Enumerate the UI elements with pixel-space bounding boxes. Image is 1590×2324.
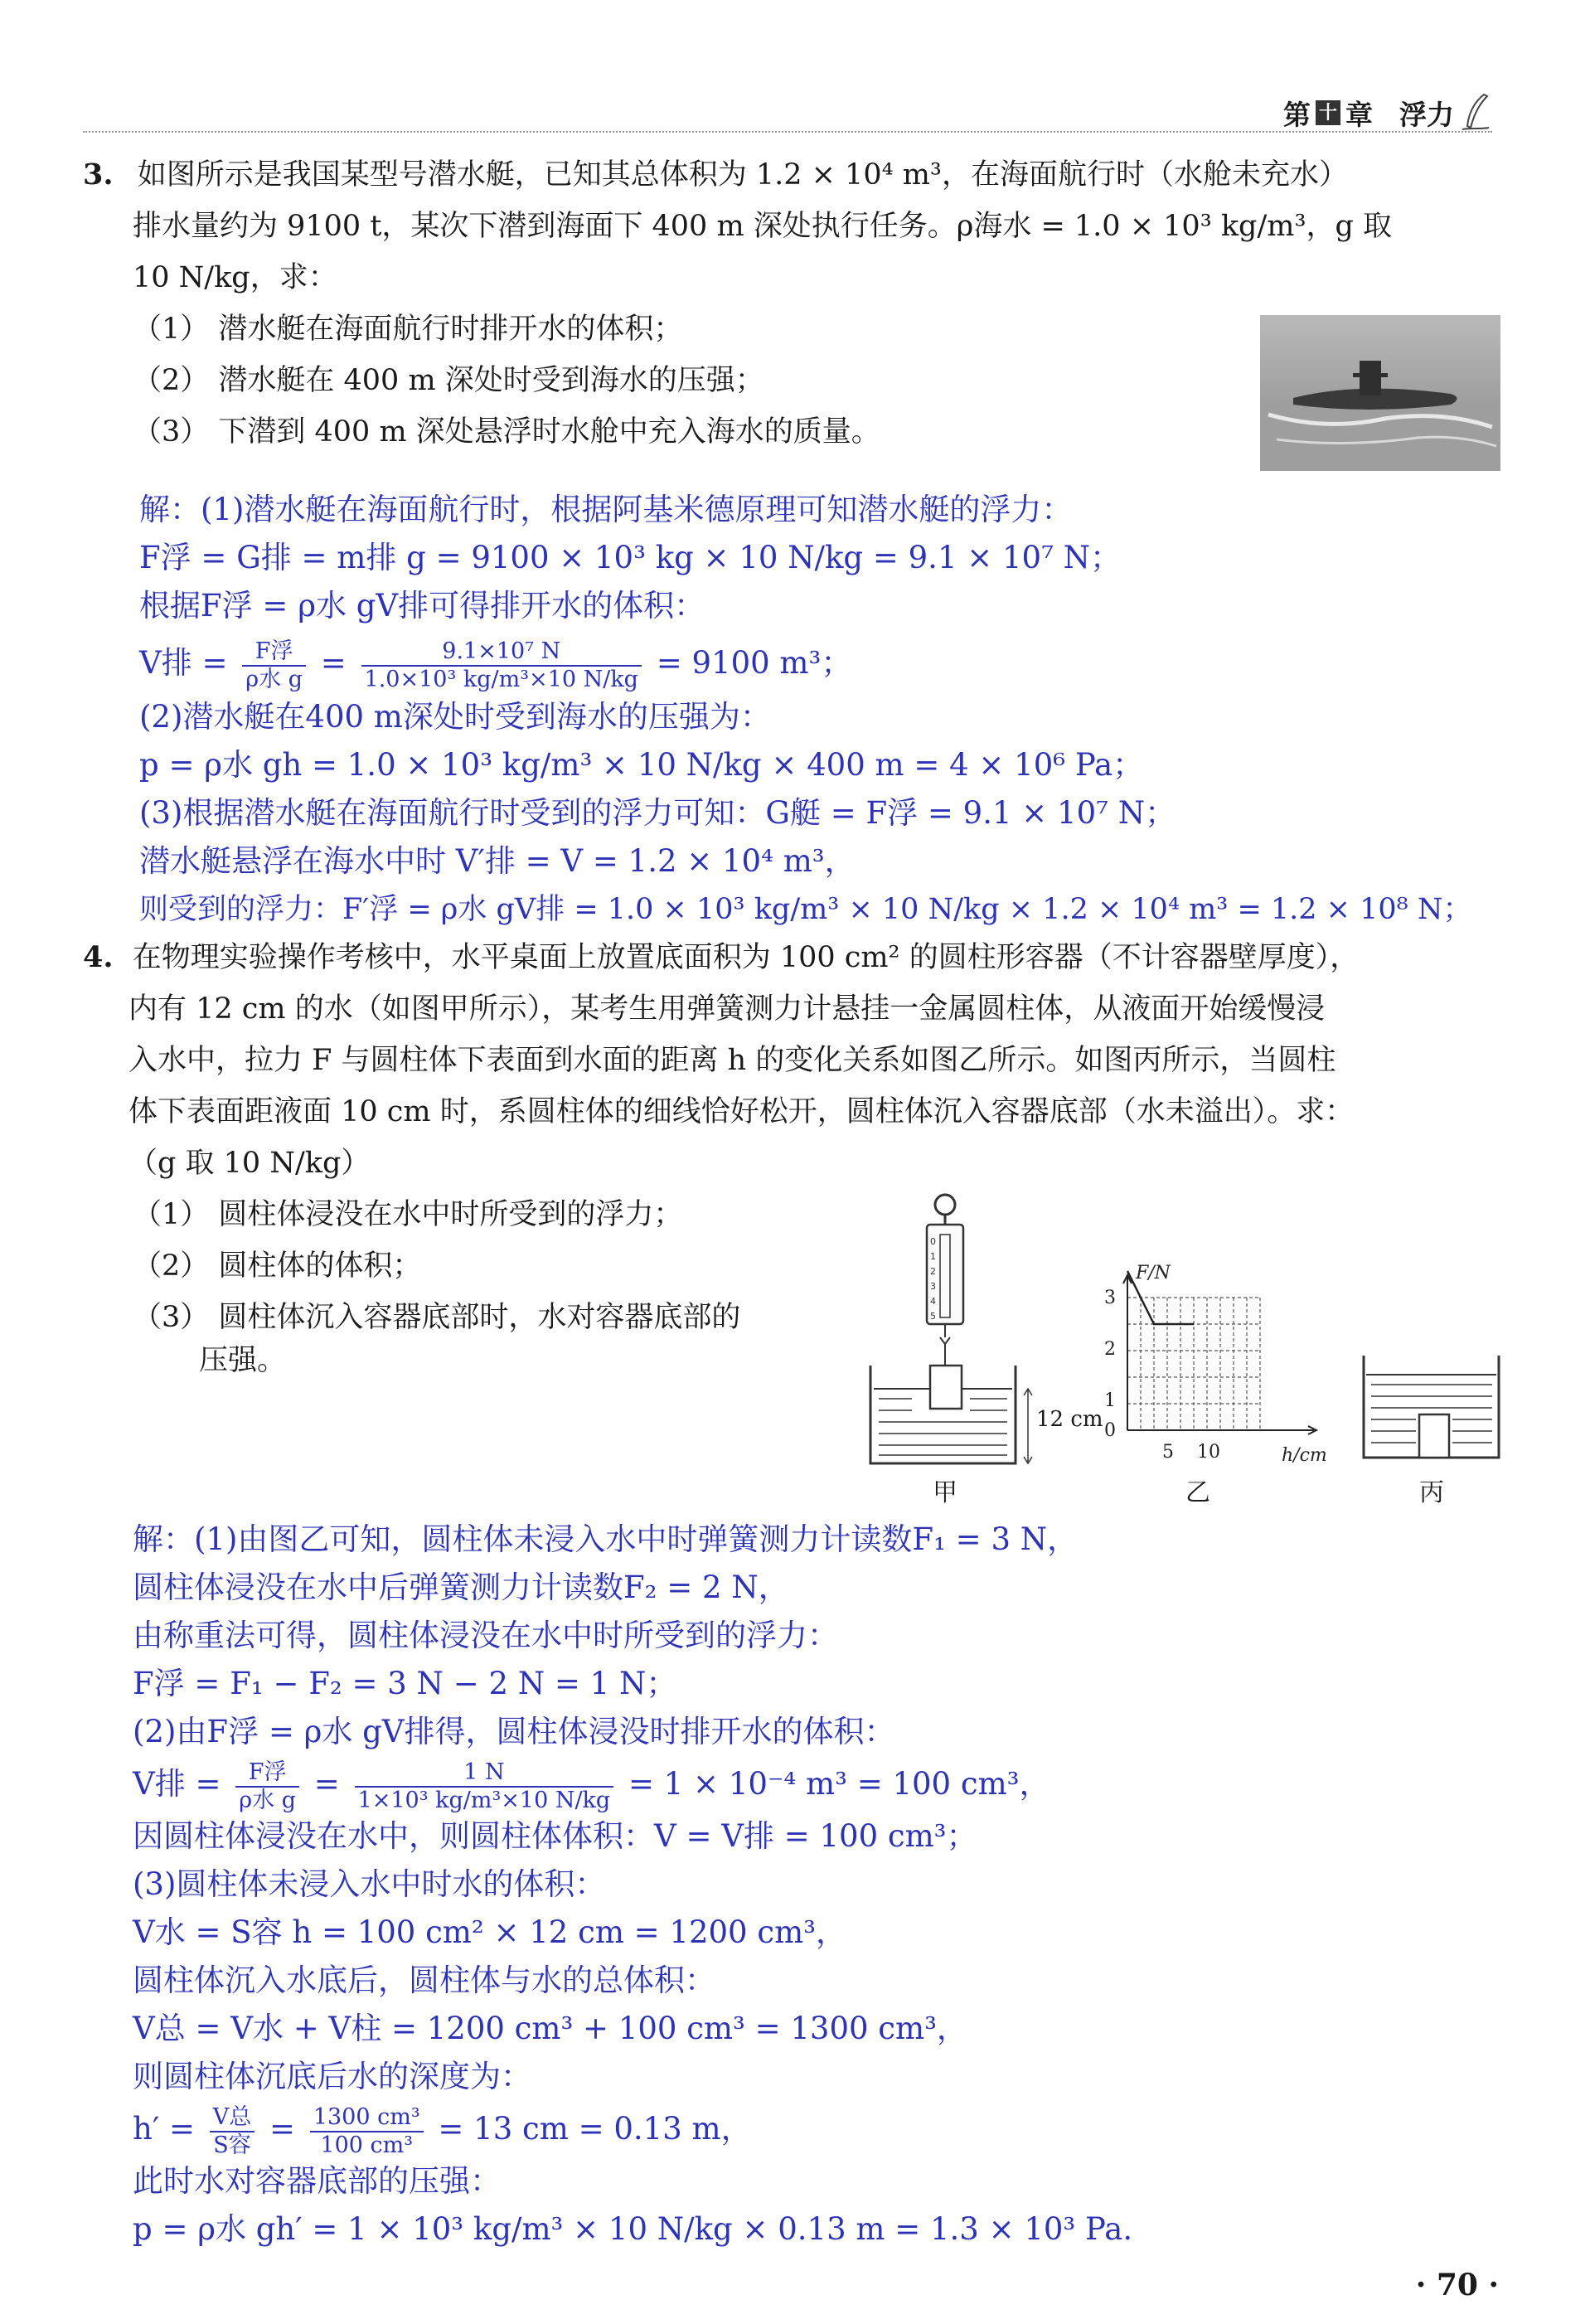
- q4-stem-line2: 内有 12 cm 的水（如图甲所示），某考生用弹簧测力计悬挂一金属圆柱体，从液面开始缓慢浸: [128, 992, 1326, 1026]
- figure-jia: [862, 1190, 1061, 1472]
- quill-icon: [1459, 93, 1492, 133]
- q4-sol-line14: 此时水对容器底部的压强：: [133, 2163, 501, 2199]
- chapter-suffix: 章: [1345, 98, 1373, 131]
- q3-frac1: $\frac{\text{F浮}}{\text{ρ水 g}}$: [242, 638, 306, 693]
- figure-yi-label: 乙: [1185, 1478, 1210, 1507]
- chapter-title: 浮力: [1399, 98, 1454, 131]
- q3-sol-line6: p = ρ水 gh = 1.0 × 10³ kg/m³ × 10 N/kg × 400 m = 4 × 10⁶ Pa；: [139, 747, 1144, 783]
- q4-sol-line1: 解：(1)由图乙可知，圆柱体未浸入水中时弹簧测力计读数F₁ = 3 N，: [133, 1521, 1079, 1557]
- x-axis-label: h/cm: [1282, 1445, 1327, 1466]
- x-tick-5: 5: [1162, 1442, 1174, 1463]
- q4-sol-line5: (2)由F浮 = ρ水 gV排得，圆柱体浸没时排开水的体积：: [133, 1714, 895, 1749]
- q4-sol-line10: 圆柱体沉入水底后，圆柱体与水的总体积：: [133, 1963, 715, 1998]
- q3-part2: （2） 潜水艇在 400 m 深处时受到海水的压强；: [133, 364, 764, 397]
- figure-bing: [1360, 1351, 1509, 1468]
- q4-part3b: 压强。: [199, 1344, 287, 1377]
- q4-stem-line5: （g 取 10 N/kg）: [128, 1147, 371, 1180]
- y-tick-1: 1: [1104, 1390, 1116, 1411]
- submarine-photo: [1260, 315, 1500, 471]
- y-tick-2: 2: [1104, 1339, 1116, 1360]
- q3-frac2: $\frac{\text{9.1×10⁷ N}}{\text{1.0×10³ kg/m³×10 N/kg}}$: [361, 638, 642, 693]
- q4-fracB: $\frac{1 N}{\text{1×10³ kg/m³×10 N/kg}}$: [355, 1759, 614, 1814]
- figure-jia-label: 甲: [933, 1478, 957, 1507]
- q3-sol-line5: (2)潜水艇在400 m深处时受到海水的压强为：: [139, 699, 771, 735]
- q3-part3: （3） 下潜到 400 m 深处悬浮时水舱中充入海水的质量。: [133, 415, 880, 449]
- scale-tick-3: 3: [930, 1281, 936, 1292]
- q4-sol-line2: 圆柱体浸没在水中后弹簧测力计读数F₂ = 2 N，: [133, 1570, 789, 1605]
- q4-sol-line7: 因圆柱体浸没在水中，则圆柱体体积：V = V排 = 100 cm³；: [133, 1818, 977, 1854]
- chapter-number: 十: [1316, 100, 1340, 125]
- q3-part1: （1） 潜水艇在海面航行时排开水的体积；: [133, 313, 683, 346]
- q4-sol-line8: (3)圆柱体未浸入水中时水的体积：: [133, 1866, 606, 1902]
- q3-stem-line3: 10 N/kg，求：: [133, 261, 337, 294]
- y-tick-0: 0: [1104, 1420, 1116, 1441]
- q4-fracD: $\frac{\text{1300 cm³}}{\text{100 cm³}}$: [310, 2104, 424, 2159]
- q4-frac-result1: = 1 × 10⁻⁴ m³ = 100 cm³，: [628, 1766, 1050, 1802]
- q4-sol-line11: V总 = V水 + V柱 = 1200 cm³ + 100 cm³ = 1300 cm³，: [133, 2011, 967, 2046]
- q4-number: 4.: [83, 940, 114, 974]
- q3-frac-lead: V排 =: [139, 645, 228, 681]
- y-axis-label: F/N: [1136, 1263, 1171, 1283]
- q3-sol-line8: 潜水艇悬浮在海水中时 V′排 = V = 1.2 × 10⁴ m³，: [139, 843, 856, 879]
- y-tick-3: 3: [1104, 1288, 1116, 1308]
- q3-sol-line7: (3)根据潜水艇在海面航行时受到的浮力可知：G艇 = F浮 = 9.1 × 10⁷ N；: [139, 795, 1176, 831]
- page-number: · 70 ·: [1415, 2268, 1499, 2302]
- q4-sol-line12: 则圆柱体沉底后水的深度为：: [133, 2059, 531, 2094]
- figure-yi-graph: [1094, 1260, 1343, 1468]
- q4-frac-lead-v: V排 =: [133, 1766, 221, 1802]
- q4-frac-lead-h: h′ =: [133, 2111, 195, 2147]
- q4-part3a: （3） 圆柱体沉入容器底部时，水对容器底部的: [133, 1301, 741, 1334]
- scale-tick-5: 5: [930, 1311, 936, 1322]
- q3-sol-fraction-line: V排 = $\frac{\text{F浮}}{\text{ρ水 g}}$ = $\frac{\text{9.1×10⁷ N}}{\text{1.0×10³ kg/m³×10 N/kg}}$ = 9100 m³；: [139, 638, 852, 692]
- q3-sol-line9: 则受到的浮力：F′浮 = ρ水 gV排 = 1.0 × 10³ kg/m³ × 10 N/kg × 1.2 × 10⁴ m³ = 1.2 × 10⁸ N；: [139, 893, 1472, 926]
- q4-fracC: $\frac{\text{V总}}{\text{S容}}$: [210, 2104, 255, 2159]
- scale-tick-2: 2: [930, 1266, 936, 1277]
- q4-part2: （2） 圆柱体的体积；: [133, 1249, 422, 1283]
- q3-stem-text1: 如图所示是我国某型号潜水艇，已知其总体积为 1.2 × 10⁴ m³，在海面航行时（水舱未充水）: [137, 158, 1348, 192]
- scale-tick-1: 1: [930, 1251, 936, 1262]
- scale-tick-0: 0: [930, 1236, 936, 1247]
- q4-stem-line4: 体下表面距液面 10 cm 时，系圆柱体的细线恰好松开，圆柱体沉入容器底部（水未溢出）。求：: [128, 1095, 1355, 1128]
- q3-stem-line1: [83, 154, 1348, 196]
- q4-sol-line3: 由称重法可得，圆柱体浸没在水中时所受到的浮力：: [133, 1618, 838, 1653]
- header-divider: [83, 131, 1492, 133]
- q4-sol-fraction-line2: h′ = $\frac{\text{V总}}{\text{S容}}$ = $\frac{\text{1300 cm³}}{\text{100 cm³}}$ = 13 cm = 0.13 m，: [133, 2103, 752, 2158]
- q4-part1: （1） 圆柱体浸没在水中时所受到的浮力；: [133, 1198, 683, 1231]
- chapter-prefix: 第: [1283, 98, 1311, 131]
- scale-tick-4: 4: [930, 1296, 936, 1307]
- q4-frac-result2: = 13 cm = 0.13 m，: [438, 2111, 752, 2147]
- q4-sol-line9: V水 = S容 h = 100 cm² × 12 cm = 1200 cm³，: [133, 1914, 846, 1950]
- q3-sol-line3: 根据F浮 = ρ水 gV排可得排开水的体积：: [139, 588, 705, 623]
- q4-stem-text1: 在物理实验操作考核中，水平桌面上放置底面积为 100 cm² 的圆柱形容器（不计容器壁厚度），: [132, 941, 1360, 974]
- q4-sol-line15: p = ρ水 gh′ = 1 × 10³ kg/m³ × 10 N/kg × 0.13 m = 1.3 × 10³ Pa.: [133, 2211, 1133, 2247]
- figure-bing-label: 丙: [1419, 1478, 1444, 1507]
- q4-stem-line1: [83, 937, 1359, 978]
- q3-sol-line2: F浮 = G排 = m排 g = 9100 × 10³ kg × 10 N/kg = 9.1 × 10⁷ N；: [139, 540, 1122, 575]
- q4-fracA: $\frac{\text{F浮}}{\text{ρ水 g}}$: [235, 1759, 299, 1814]
- chapter-header: [1283, 93, 1492, 133]
- x-tick-10: 10: [1197, 1442, 1220, 1463]
- q3-sol-line1: 解：(1)潜水艇在海面航行时，根据阿基米德原理可知潜水艇的浮力：: [139, 492, 1073, 527]
- q4-sol-line4: F浮 = F₁ − F₂ = 3 N − 2 N = 1 N；: [133, 1666, 677, 1701]
- q3-frac-result: = 9100 m³；: [656, 645, 852, 681]
- q4-sol-fraction-line1: V排 = $\frac{\text{F浮}}{\text{ρ水 g}}$ = $\frac{1 N}{\text{1×10³ kg/m³×10 N/kg}}$ = 1 × 10⁻⁴ m³ = 100 cm³，: [133, 1759, 1050, 1813]
- q4-stem-line3: 入水中，拉力 F 与圆柱体下表面到水面的距离 h 的变化关系如图乙所示。如图丙所示，当圆柱: [128, 1044, 1336, 1077]
- water-height-label: 12 cm: [1036, 1407, 1103, 1432]
- q3-number: 3.: [83, 158, 114, 192]
- q3-stem-line2: 排水量约为 9100 t，某次下潜到海面下 400 m 深处执行任务。ρ海水 = 1.0 × 10³ kg/m³，g 取: [133, 210, 1392, 243]
